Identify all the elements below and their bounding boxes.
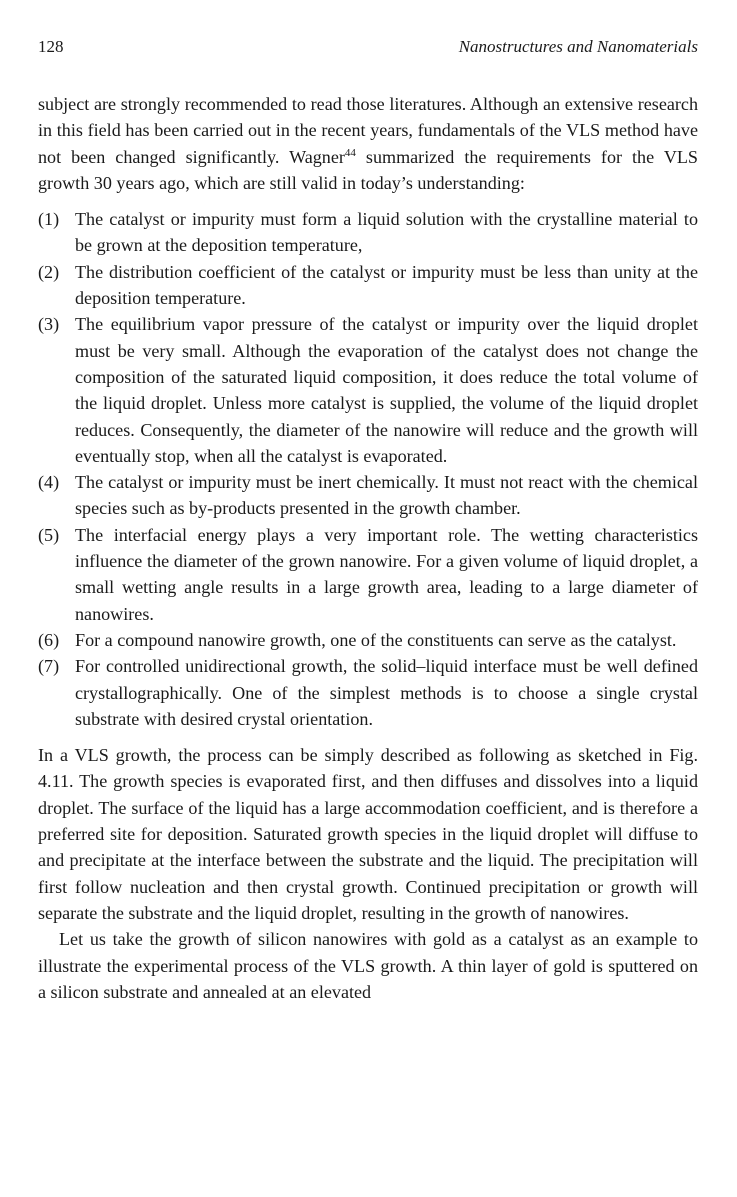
list-item [38, 653, 698, 732]
book-page [38, 36, 698, 1005]
list-item [38, 259, 698, 312]
vls-process-paragraph: In a VLS growth, the process can be simply described as following as sketched in Fig. 4.11. The growth species is evaporated first, and then diffuses and dissolves into a liquid droplet. The surface of the liquid has a large accommodation coefficient, and is therefore a preferred site for deposition. Saturated growth species in the liquid droplet will diffuse to and precipitate at the interface between the substrate and the liquid. The precipitation will first follow nucleation and then crystal growth. Continued precipitation or growth will separate the substrate and the liquid droplet, resulting in the growth of nanowires. [38, 745, 698, 923]
silicon-example-paragraph: Let us take the growth of silicon nanowires with gold as a catalyst as an example to illustrate the experimental process of the VLS growth. A thin layer of gold is sputtered on a silicon substrate and annealed at an elevated [38, 929, 698, 1002]
intro-paragraph [38, 91, 698, 196]
reference-superscript: 44 [344, 146, 356, 159]
list-item-number: (1) [38, 209, 60, 230]
list-item-text: The interfacial energy plays a very important role. The wetting characteristics influence the diameter of the grown nanowire. For a given volume of liquid droplet, a small wetting angle results in a large growth area, leading to a large diameter of nanowires. [75, 524, 698, 624]
running-title: Nanostructures and Nanomaterials [458, 37, 698, 56]
list-item-number: (7) [38, 656, 60, 677]
list-item-number: (3) [38, 314, 60, 335]
list-item [38, 206, 698, 259]
list-item-text: The catalyst or impurity must form a liquid solution with the crystalline material to be grown at the deposition temperature, [75, 209, 698, 256]
list-item-number: (2) [38, 261, 60, 282]
page-number: 128 [38, 37, 64, 56]
list-item-text: The distribution coefficient of the catalyst or impurity must be less than unity at the deposition temperature. [75, 261, 698, 309]
list-item-number: (6) [38, 629, 60, 650]
list-item-text: For a compound nanowire growth, one of the constituents can serve as the catalyst. [75, 629, 677, 650]
list-item-text: For controlled unidirectional growth, the solid–liquid interface must be well defined crystallographically. One of the simplest methods is to choose a single crystal substrate with desired crystal orientation. [75, 656, 698, 729]
list-item [38, 627, 698, 653]
list-item-text: The equilibrium vapor pressure of the catalyst or impurity over the liquid droplet must be very small. Although the evaporation of the catalyst does not change the composition of the saturated liquid composition, it does reduce the total volume of the liquid droplet. Unless more catalyst is supplied, the volume of the liquid droplet reduces. Consequently, the diameter of the nanowire will reduce and the growth will eventually stop, when all the catalyst is evaporated. [75, 314, 698, 466]
intro-text-part2: summarized the requirements for the VLS growth 30 years ago, which are still valid in today’s understanding: [38, 146, 698, 193]
list-item [38, 469, 698, 522]
list-item-number: (4) [38, 472, 60, 493]
body-text [38, 91, 698, 1005]
list-item-number: (5) [38, 524, 60, 545]
requirements-list [38, 206, 698, 732]
running-header [38, 36, 698, 58]
list-item [38, 311, 698, 469]
list-item-text: The catalyst or impurity must be inert chemically. It must not react with the chemical species such as by-products presented in the growth chamber. [75, 472, 698, 519]
list-item [38, 522, 698, 627]
intro-text-part1: subject are strongly recommended to read those literatures. Although an extensive research in this field has been carried out in the recent years, fundamentals of the VLS method have not been changed significantly. Wagner [38, 94, 698, 167]
